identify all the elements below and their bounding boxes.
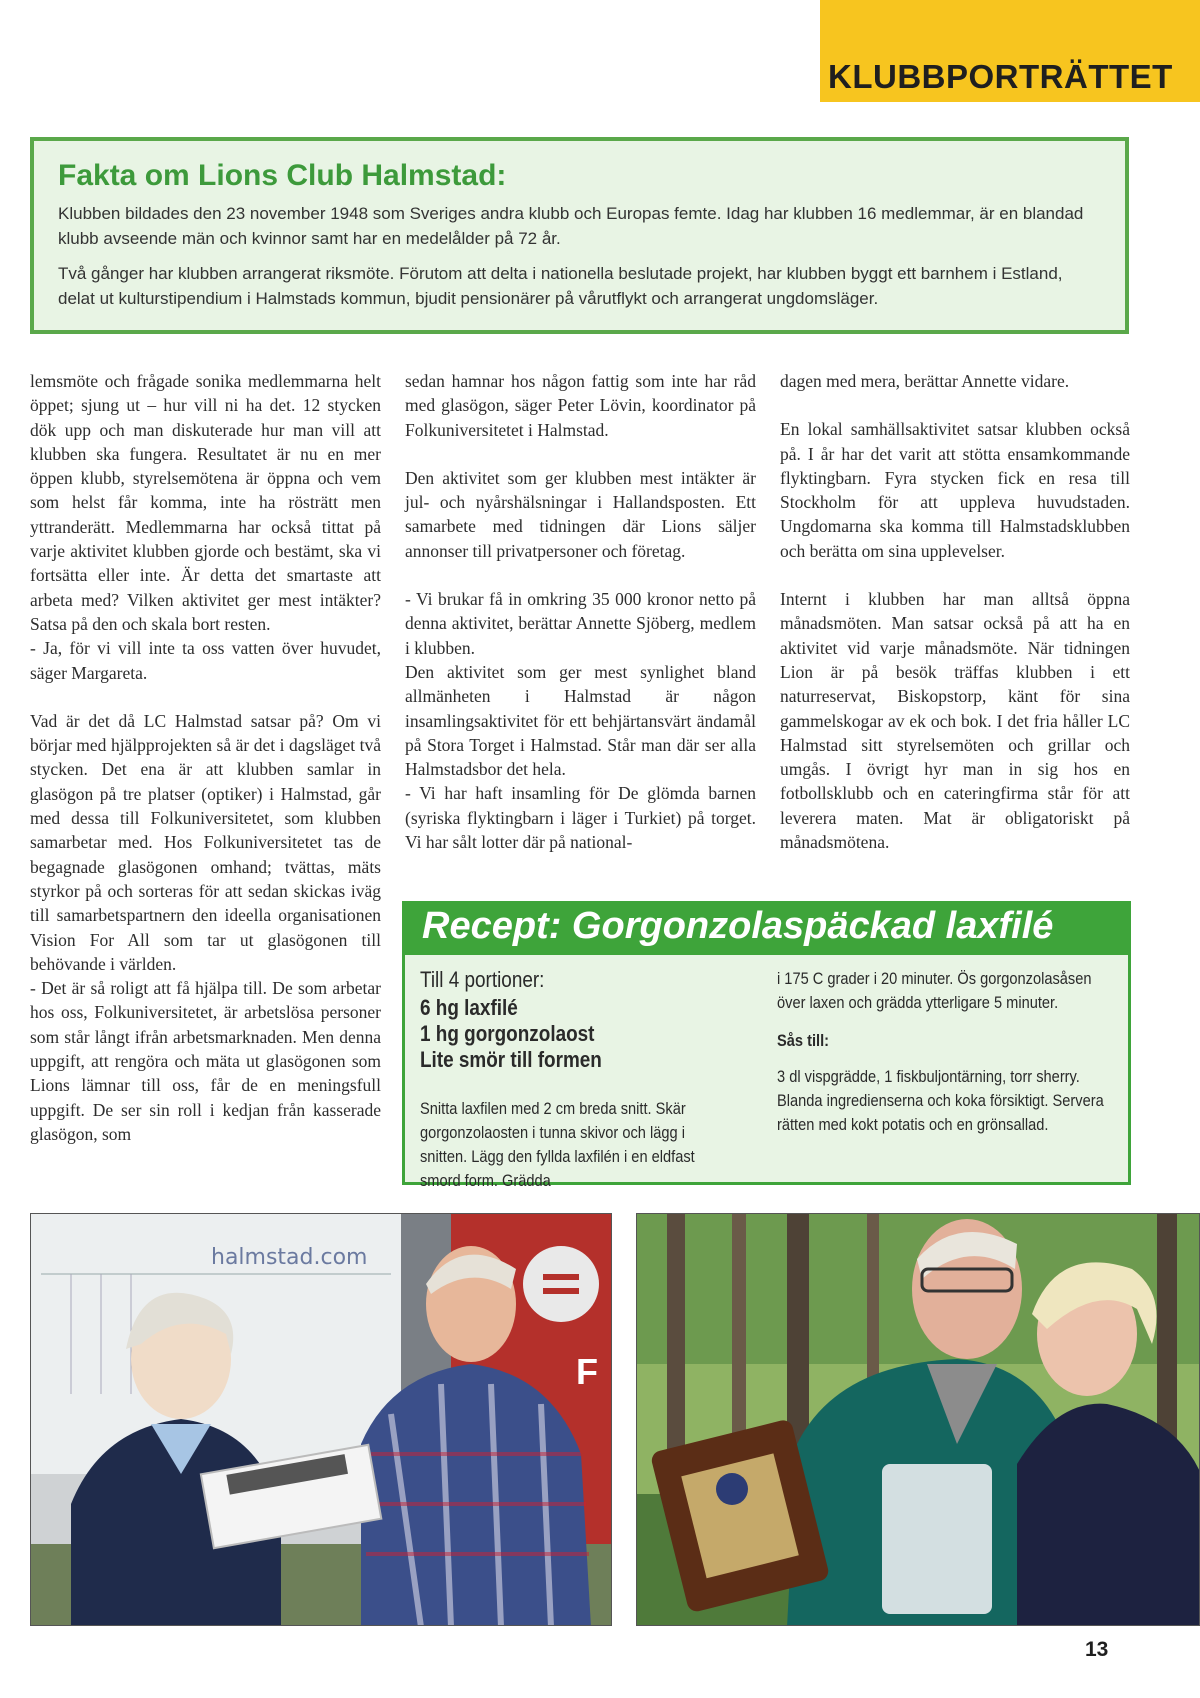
article-paragraph: - Ja, för vi vill inte ta oss vatten över huvudet, säger Margareta. xyxy=(30,638,381,683)
recipe-instructions-continued xyxy=(777,967,1112,1151)
photo-plaque-forest-image xyxy=(637,1214,1200,1626)
article-column-1 xyxy=(30,369,381,1146)
recipe-instructions: Snitta laxfilen med 2 cm breda snitt. Skär gorgonzolaosten i tunna skivor och lägg i snitten. Lägg den fyllda laxfilén i en eldfast smord form. Grädda xyxy=(420,1099,695,1190)
page-number: 13 xyxy=(1085,1638,1109,1661)
article-paragraph: Vad är det då LC Halmstad satsar på? Om vi börjar med hjälpprojekten så är det i dagsläget två stycken. Det ena är att klubben samlar in glasögon på tre platser (optiker) i Halmstad, går med dessa till Folkuniversitetet, som klubben samarbetar med. Hos Folkuniversitetet tas de begagnade glasögonen omhand; tvättas, mäts styrkor på och sorteras för att sedan skickas iväg till samarbetspartnern den ideella organisationen Vision For All som tar ut glasögonen till behövande i världen. xyxy=(30,710,381,974)
recipe-ingredient: 1 hg gorgonzolaost xyxy=(420,1021,595,1046)
recipe-portions: Till 4 portioner: xyxy=(420,967,545,992)
section-title: KLUBBPORTRÄTTET xyxy=(828,58,1173,95)
fact-box-title: Fakta om Lions Club Halmstad: xyxy=(58,159,507,192)
recipe-ingredient: 6 hg laxfilé xyxy=(420,995,518,1020)
article-paragraph: sedan hamnar hos någon fattig som inte har råd med glasögon, säger Peter Lövin, koordinator på Folkuniversitetet i Halmstad. xyxy=(405,371,756,440)
recipe-ingredient: Lite smör till formen xyxy=(420,1047,602,1072)
recipe-instructions: i 175 C grader i 20 minuter. Ös gorgonzolasåsen över laxen och grädda ytterligare 5 minuter. xyxy=(777,969,1092,1012)
article-paragraph: Internt i klubben har man alltså öppna månadsmöten. Man satsar också på att ha en aktivitet vid varje månadsmöte. När tidningen Lion är på besök träffas klubben i ett naturreservat, Biskopstorp, känt för sina gammelskogar av ek och bok. I det fria håller LC Halmstad sitt styrelsemöten och grillar och umgås. I övrigt hyr man in sig hos en fotbollsklubb och en cateringfirma står för att leverera maten. Mat är obligatoriskt på månadsmötena. xyxy=(780,589,1130,853)
article-paragraph: - Det är så roligt att få hjälpa till. De som arbetar hos oss, Folkuniversitetet, är arbetslösa personer som står långt ifrån arbetsmarknaden. Men denna uppgift, att rengöra och mäta ut glasögonen som Lions lämnar till oss, får de en meningsfull uppgift. De ser sin roll i kedjan från kasserade glasögon, som xyxy=(30,978,381,1144)
section-tab xyxy=(820,0,1200,102)
article-paragraph: En lokal samhällsaktivitet satsar klubben också på. I år har det varit att stötta ensamkommande flyktingbarn. Fyra stycken fick en resa till Stockholm för att uppleva huvudstaden. Ungdomarna ska komma till Halmstadsklubben och berätta om sina upplevelser. xyxy=(780,419,1130,561)
recipe-title: Recept: Gorgonzolaspäckad laxfilé xyxy=(422,905,1054,947)
recipe-ingredients xyxy=(420,967,730,1193)
fact-box xyxy=(30,137,1129,334)
article-paragraph: lemsmöte och frågade sonika medlemmarna helt öppet; sjung ut – hur vill ni ha det. 12 stycken dök upp och man diskuterade hur man vill att klubben ska fungera. Resultatet är nu en mer öppen klubb, styrelsemötena är öppna och vem som helst får komma, inte ha rösträtt men yttranderätt. Medlemmarna har också tittat på varje aktivitet klubben gjorde och bestämt, ska vi fortsätta eller inte. Är detta det smartaste att arbeta med? Vilken aktivitet ger mest intäkter? Satsa på den och skala bort resten. xyxy=(30,371,381,634)
article-paragraph: dagen med mera, berättar Annette vidare. xyxy=(780,371,1070,391)
article-paragraph: - Vi brukar få in omkring 35 000 kronor netto på denna aktivitet, berättar Annette Sjöberg, medlem i klubben. xyxy=(405,589,756,658)
photo-banner-text: F xyxy=(576,1351,598,1392)
article-column-3 xyxy=(780,369,1130,854)
photo-whiteboard-text: halmstad.com xyxy=(211,1245,368,1270)
article-paragraph: - Vi har haft insamling för De glömda barnen (syriska flyktingbarn i läger i Turkiet) på torget. Vi har sålt lotter där på national- xyxy=(405,783,756,853)
photo-plaque-forest xyxy=(636,1213,1200,1626)
article-column-2 xyxy=(405,369,756,854)
fact-paragraph: Klubben bildades den 23 november 1948 som Sveriges andra klubb och Europas femte. Idag har klubben 16 medlemmar, är en blandad klubb avseende män och kvinnor samt har en medelålder på 72 år. xyxy=(58,204,1084,248)
article-paragraph: Den aktivitet som ger mest synlighet bland allmänheten i Halmstad är någon insamlingsaktivitet för ett behjärtansvärt ändamål på Stora Torget i Halmstad. Står man där ser alla Halmstadsbor det hela. xyxy=(405,661,756,780)
article-paragraph: Den aktivitet som ger klubben mest intäkter är jul- och nyårshälsningar i Hallandsposten. Ett samarbete med tidningen där Lions säljer annonser till privatpersoner och företag. xyxy=(405,467,756,561)
fact-paragraph: Två gånger har klubben arrangerat riksmöte. Förutom att delta i nationella beslutade projekt, har klubben byggt ett barnhem i Estland, delat ut kulturstipendium i Halmstads kommun, bjudit pensionärer på vårutflykt och arrangerat ungdomsläger. xyxy=(58,264,1063,308)
photo-glasses-handover xyxy=(30,1213,612,1626)
recipe-sauce-text: 3 dl vispgrädde, 1 fiskbuljontärning, torr sherry. Blanda ingredienserna och koka försiktigt. Servera rätten med kokt potatis och en grönsallad. xyxy=(777,1067,1104,1134)
recipe-header xyxy=(402,901,1131,955)
photo-glasses-handover-image xyxy=(31,1214,612,1626)
recipe-sauce-label: Sås till: xyxy=(777,1031,830,1050)
